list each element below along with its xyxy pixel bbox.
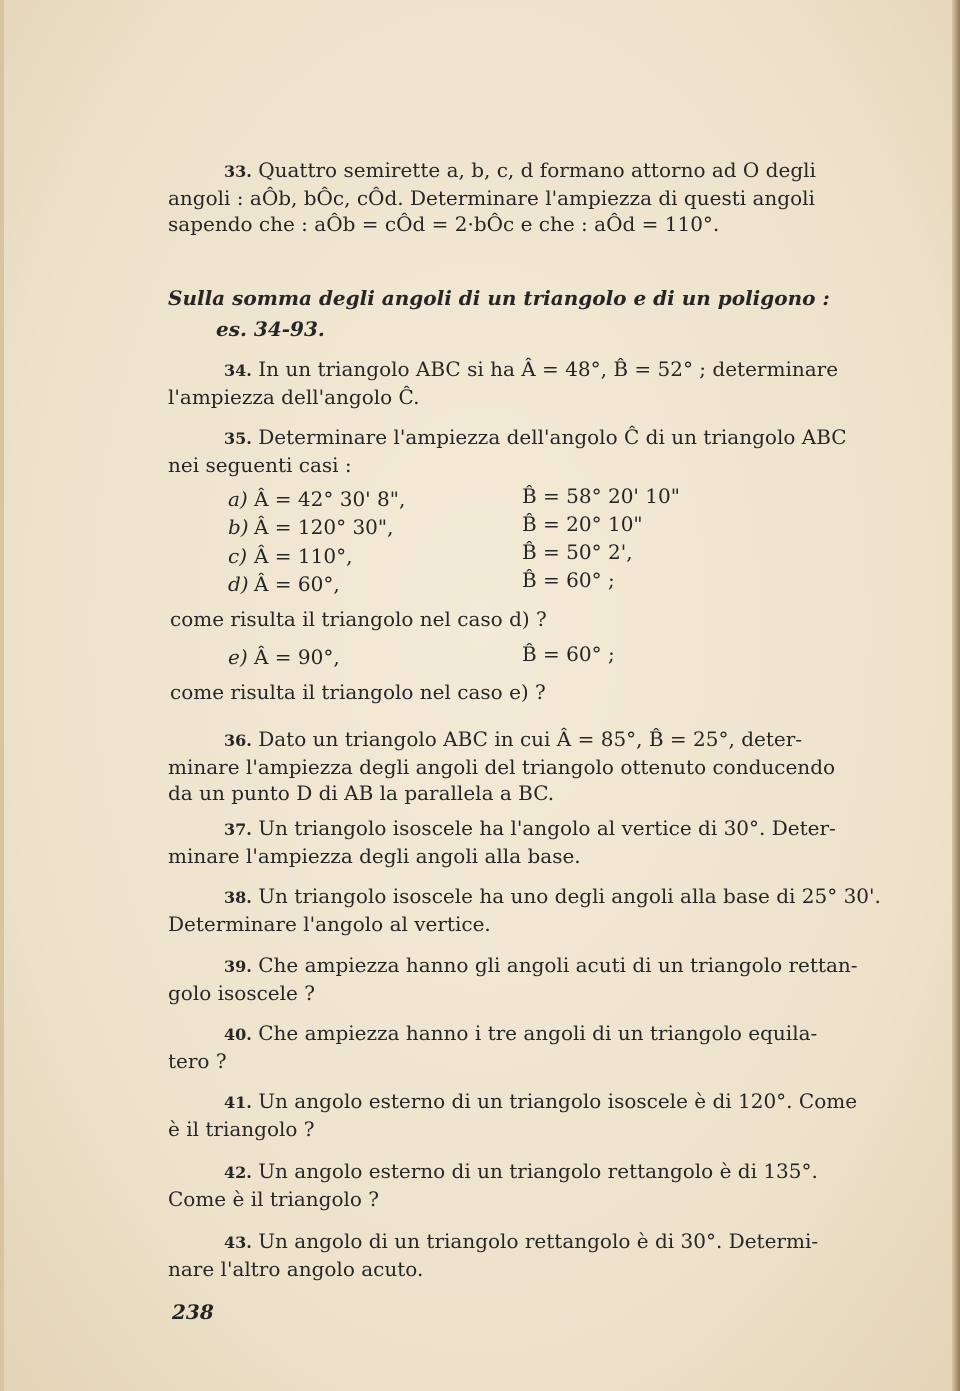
question-case-d: come risulta il triangolo nel caso d) ? [170, 607, 547, 631]
exercise-number: 33. [224, 162, 252, 181]
exercise-line: Un angolo di un triangolo rettangolo è di 30°. Determi- [258, 1229, 819, 1253]
exercise-line: da un punto D di AB la parallela a BC. [168, 781, 555, 805]
exercise-35 [168, 424, 870, 478]
exercise-number: 35. [224, 429, 252, 448]
exercise-line: Un triangolo isoscele ha l'angolo al vertice di 30°. Deter- [258, 816, 836, 840]
exercise-38 [168, 883, 881, 937]
exercise-line: Un angolo esterno di un triangolo rettangolo è di 135°. [258, 1159, 818, 1183]
case-angle-a: Â = 90°, [254, 645, 340, 669]
case-label: b) [228, 515, 249, 539]
exercise-number: 42. [224, 1163, 252, 1182]
question-case-e: come risulta il triangolo nel caso e) ? [170, 680, 546, 704]
case-angle-b: B̂ = 20° 10" [522, 512, 643, 536]
exercise-line: Determinare l'angolo al vertice. [168, 912, 491, 936]
page-right-edge [952, 0, 960, 1391]
exercise-34 [168, 356, 870, 410]
case-angle-a: Â = 42° 30' 8", [254, 487, 406, 511]
case-label: c) [228, 544, 248, 568]
exercise-line: Che ampiezza hanno i tre angoli di un triangolo equila- [258, 1021, 818, 1045]
exercise-number: 40. [224, 1025, 252, 1044]
exercise-line: minare l'ampiezza degli angoli del triangolo ottenuto conducendo [168, 755, 836, 779]
exercise-40 [168, 1020, 870, 1074]
case-angle-b: B̂ = 60° ; [522, 642, 615, 666]
section-heading [168, 283, 878, 345]
case-label: d) [228, 572, 249, 596]
exercise-line: minare l'ampiezza degli angoli alla base. [168, 844, 581, 868]
case-angle-a: Â = 120° 30", [254, 515, 394, 539]
case-angle-a: Â = 110°, [254, 544, 353, 568]
exercise-number: 34. [224, 361, 252, 380]
exercise-number: 43. [224, 1233, 252, 1252]
exercise-number: 41. [224, 1093, 252, 1112]
exercise-number: 39. [224, 957, 252, 976]
case-label: e) [228, 645, 248, 669]
case-angle-b: B̂ = 50° 2', [522, 540, 633, 564]
exercise-line: nei seguenti casi : [168, 453, 352, 477]
exercise-line: Un triangolo isoscele ha uno degli angoli alla base di 25° 30'. [258, 884, 881, 908]
exercise-line: golo isoscele ? [168, 981, 315, 1005]
exercise-42 [168, 1158, 870, 1212]
exercise-33 [168, 157, 870, 237]
exercise-39 [168, 952, 870, 1006]
exercise-41 [168, 1088, 870, 1142]
exercise-43 [168, 1228, 870, 1282]
exercise-line: è il triangolo ? [168, 1117, 315, 1141]
case-angle-a: Â = 60°, [254, 572, 340, 596]
page-left-edge [0, 0, 4, 1391]
case-angle-b: B̂ = 60° ; [522, 568, 615, 592]
exercise-line: Che ampiezza hanno gli angoli acuti di un triangolo rettan- [258, 953, 858, 977]
exercise-line: angoli : aÔb, bÔc, cÔd. Determinare l'ampiezza di questi angoli [168, 186, 815, 210]
exercise-line: Quattro semirette a, b, c, d formano attorno ad O degli [258, 158, 816, 182]
exercise-number: 36. [224, 731, 252, 750]
exercise-number: 37. [224, 820, 252, 839]
exercise-line: Determinare l'ampiezza dell'angolo Ĉ di un triangolo ABC [258, 425, 847, 449]
exercise-number: 38. [224, 888, 252, 907]
exercise-line: In un triangolo ABC si ha Â = 48°, B̂ = 52° ; determinare [258, 357, 839, 381]
exercise-36 [168, 726, 870, 806]
heading-line-1: Sulla somma degli angoli di un triangolo e di un poligono : [168, 286, 830, 310]
page-number: 238 [172, 1300, 214, 1324]
exercise-line: nare l'altro angolo acuto. [168, 1257, 424, 1281]
exercise-line: l'ampiezza dell'angolo Ĉ. [168, 385, 420, 409]
exercise-37 [168, 815, 870, 869]
exercise-line: sapendo che : aÔb = cÔd = 2·bÔc e che : aÔd = 110°. [168, 212, 720, 236]
exercise-line: Un angolo esterno di un triangolo isoscele è di 120°. Come [258, 1089, 858, 1113]
case-label: a) [228, 487, 248, 511]
exercise-line: Come è il triangolo ? [168, 1187, 380, 1211]
case-angle-b: B̂ = 58° 20' 10" [522, 484, 680, 508]
exercise-line: Dato un triangolo ABC in cui Â = 85°, B̂ = 25°, deter- [258, 727, 803, 751]
exercise-line: tero ? [168, 1049, 227, 1073]
heading-line-2: es. 34-93. [216, 317, 325, 341]
